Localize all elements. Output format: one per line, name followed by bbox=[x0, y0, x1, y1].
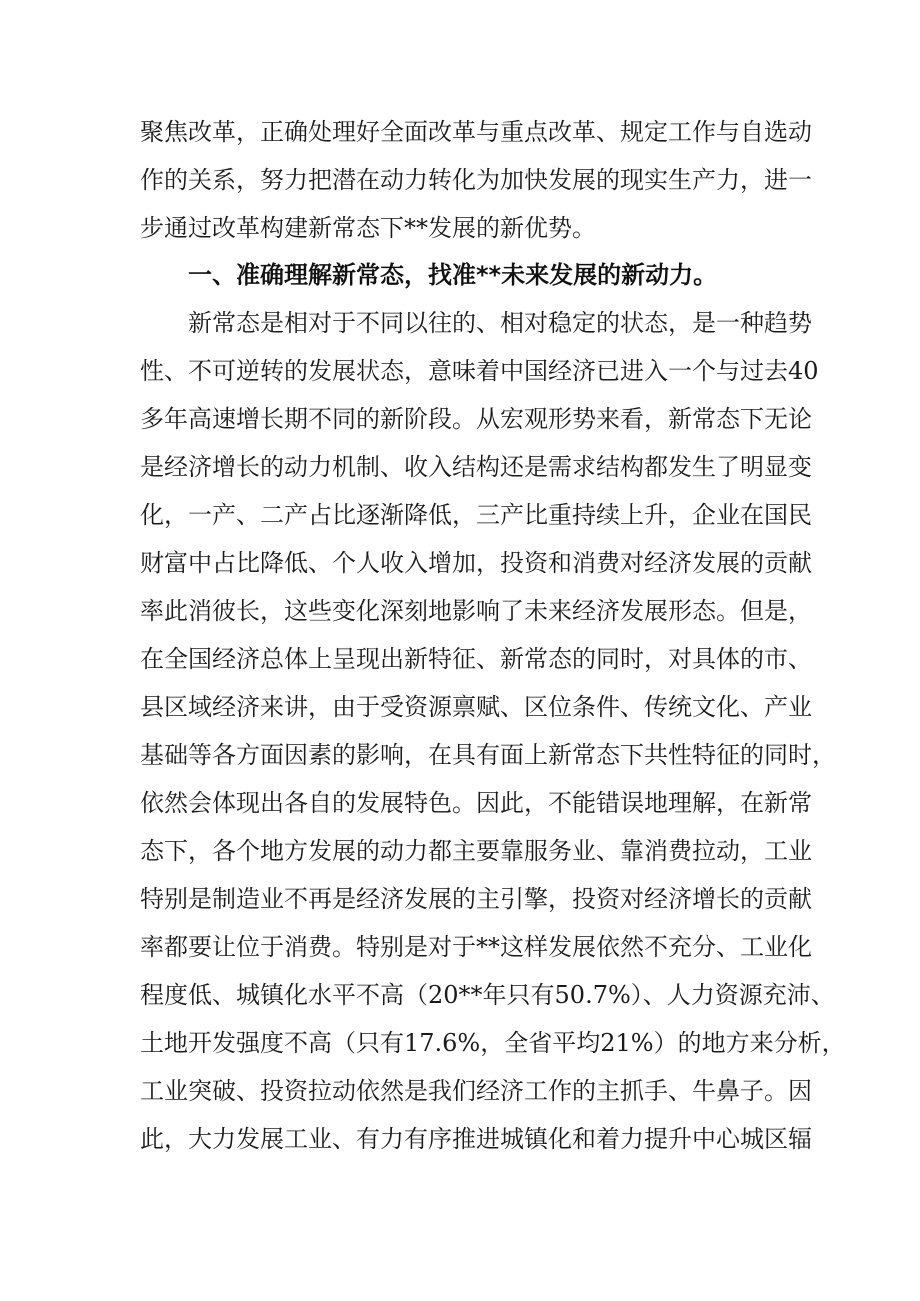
body-line-5: 化，一产、二产占比逐渐降低，三产比重持续上升，企业在国民 bbox=[140, 501, 812, 529]
body-line-14: 率都要让位于消费。特别是对于**这样发展依然不充分、工业化 bbox=[140, 933, 812, 961]
body-line-16: 土地开发强度不高（只有17.6%，全省平均21%）的地方来分析， bbox=[140, 1029, 846, 1057]
intro-line-1: 聚焦改革，正确处理好全面改革与重点改革、规定工作与自选动 bbox=[140, 118, 812, 146]
body-line-12: 态下，各个地方发展的动力都主要靠服务业、靠消费拉动，工业 bbox=[140, 837, 812, 865]
section-heading: 一、准确理解新常态，找准**未来发展的新动力。 bbox=[188, 261, 718, 289]
body-line-15: 程度低、城镇化水平不高（20**年只有50.7%）、人力资源充沛、 bbox=[140, 981, 835, 1009]
body-line-7: 率此消彼长，这些变化深刻地影响了未来经济发展形态。但是， bbox=[140, 597, 812, 625]
body-line-10: 基础等各方面因素的影响，在具有面上新常态下共性特征的同时， bbox=[140, 741, 836, 769]
body-line-2: 性、不可逆转的发展状态，意味着中国经济已进入一个与过去40 bbox=[140, 357, 819, 385]
body-line-6: 财富中占比降低、个人收入增加，投资和消费对经济发展的贡献 bbox=[140, 549, 812, 577]
intro-line-2: 作的关系，努力把潜在动力转化为加快发展的现实生产力，进一 bbox=[140, 166, 812, 194]
body-line-3: 多年高速增长期不同的新阶段。从宏观形势来看，新常态下无论 bbox=[140, 405, 812, 433]
body-line-13: 特别是制造业不再是经济发展的主引擎，投资对经济增长的贡献 bbox=[140, 885, 812, 913]
body-line-9: 县区域经济来讲，由于受资源禀赋、区位条件、传统文化、产业 bbox=[140, 693, 812, 721]
body-line-18: 此，大力发展工业、有力有序推进城镇化和着力提升中心城区辐 bbox=[140, 1125, 812, 1153]
intro-line-3: 步通过改革构建新常态下**发展的新优势。 bbox=[140, 214, 596, 242]
body-line-1: 新常态是相对于不同以往的、相对稳定的状态，是一种趋势 bbox=[188, 309, 812, 337]
body-line-8: 在全国经济总体上呈现出新特征、新常态的同时，对具体的市、 bbox=[140, 645, 812, 673]
body-line-4: 是经济增长的动力机制、收入结构还是需求结构都发生了明显变 bbox=[140, 453, 812, 481]
body-line-17: 工业突破、投资拉动依然是我们经济工作的主抓手、牛鼻子。因 bbox=[140, 1077, 812, 1105]
body-line-11: 依然会体现出各自的发展特色。因此，不能错误地理解，在新常 bbox=[140, 789, 812, 817]
